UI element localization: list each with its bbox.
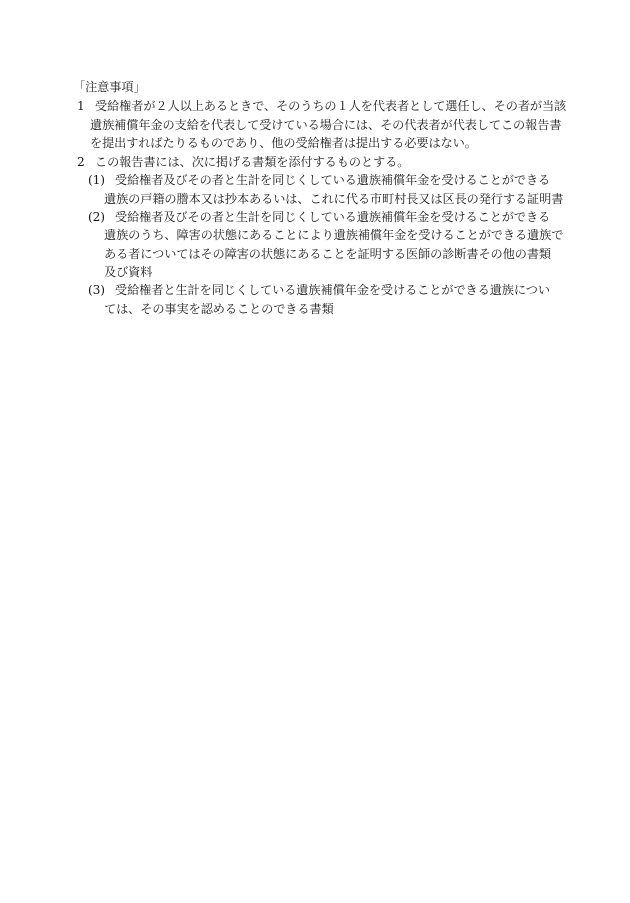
sub-item-2-text-1: 受給権者及びその者と生計を同じくしている遺族補償年金を受けることができる — [115, 210, 551, 224]
note-item-1-text-1: 受給権者が２人以上あるときで、そのうちの１人を代表者として選任し、その者が当該 — [95, 99, 567, 113]
sub-item-3-line-1 — [88, 282, 550, 298]
note-item-1-number: 1 — [77, 99, 85, 113]
sub-item-2-line-1 — [88, 209, 550, 225]
sub-item-3-text-1: 受給権者と生計を同じくしている遺族補償年金を受けることができる遺族につい — [115, 283, 550, 297]
sub-item-2-text-4: 及び資料 — [104, 265, 153, 279]
note-item-1-text-3: を提出すればたりるものであり、他の受給権者は提出する必要はない。 — [90, 136, 477, 150]
note-item-1-line-1 — [77, 98, 566, 114]
sub-item-3-number: (3) — [88, 283, 105, 297]
sub-item-3-text-2: ては、その事実を認めることのできる書類 — [104, 302, 334, 316]
note-item-2-line-1 — [77, 154, 409, 170]
note-item-2-text-1: この報告書には、次に掲げる書類を添付するものとする。 — [95, 155, 410, 169]
sub-item-1-text-2: 遺族の戸籍の謄本又は抄本あるいは、これに代る市町村長又は区長の発行する証明書 — [104, 192, 564, 206]
sub-item-2-text-2: 遺族のうち、障害の状態にあることにより遺族補償年金を受けることができる遺族で — [104, 228, 564, 242]
note-item-2-number: 2 — [77, 155, 85, 169]
sub-item-2-number: (2) — [88, 210, 105, 224]
sub-item-1-line-1 — [88, 172, 550, 188]
note-item-1-text-2: 遺族補償年金の支給を代表して受けている場合には、その代表者が代表してこの報告書 — [90, 118, 562, 132]
sub-item-2-text-3: ある者についてはその障害の状態にあることを証明する医師の診断書その他の書類 — [104, 247, 551, 261]
sub-item-1-text-1: 受給権者及びその者と生計を同じくしている遺族補償年金を受けることができる — [115, 173, 551, 187]
sub-item-1-number: (1) — [88, 173, 105, 187]
notes-heading: 「注意事項」 — [73, 80, 146, 94]
